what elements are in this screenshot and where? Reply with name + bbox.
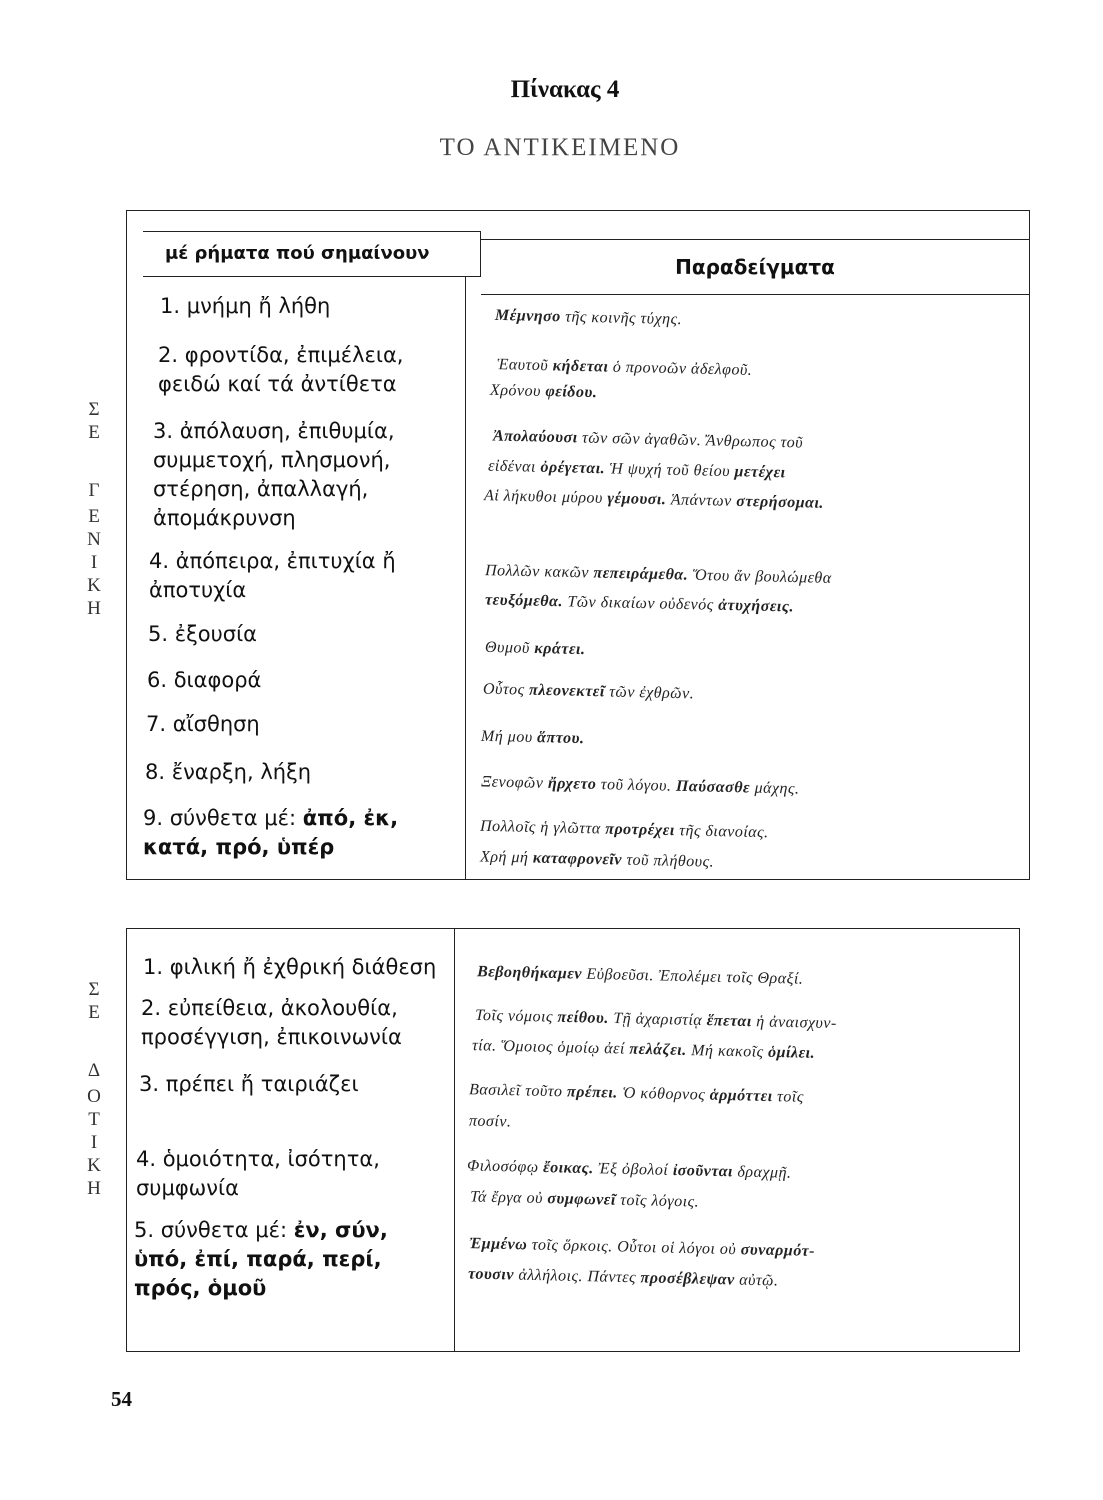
genitive-category-2: 2. φροντίδα, ἐπιμέλεια, φειδώ καί τά ἀντίθετα (158, 343, 404, 396)
dative-category-5: 5. σύνθετα μέ: ἐν, σύν, ὑπό, ἐπί, παρά, περί, πρός, ὁμοῦ (134, 1218, 388, 1300)
example-verb: φείδου. (545, 383, 598, 402)
example-text: ἡ ἀναισχυν- (751, 1013, 837, 1033)
example-text: τοῦ πλήθους. (621, 851, 715, 871)
example-verb: πεπειράμεθα. (593, 564, 689, 584)
example-text: Πολλοῖς ἡ γλῶττα (479, 817, 606, 838)
side-letter: Κ (87, 575, 101, 596)
example-verb: προσέβλεψαν (640, 1269, 735, 1289)
example-text: τοῖς Θραξί. (721, 968, 804, 988)
example-verb: τουσιν (467, 1265, 515, 1284)
example-text: τοῖς ὅρκοις. Οὗτοι οἱ λόγοι οὐ (527, 1236, 741, 1259)
example-verb: συμφωνεῖ (547, 1190, 616, 1209)
example-verb: ἤρχετο (547, 774, 597, 794)
example-text: τῆς κοινῆς τύχης. (560, 308, 683, 329)
example-text: τία. Ὅμοιος ὁμοίῳ ἀεί (471, 1037, 630, 1058)
example-verb: καταφρονεῖν (532, 849, 623, 869)
side-letter: Ι (90, 1132, 98, 1153)
example-verb: πρέπει. (566, 1083, 618, 1102)
example-text: ποσίν. (468, 1112, 512, 1131)
example-text: Τοῖς νόμοις (474, 1006, 558, 1026)
page-title: Πίνακας 4 (510, 76, 620, 103)
example-text: ὁ προνοῶν ἀδελφοῦ. (608, 358, 753, 379)
example-verb: γέμουσι. (607, 489, 667, 509)
example-text: μάχης. (749, 779, 800, 798)
example-verb: Μέμνησο (494, 306, 561, 326)
example-verb: πείθου. (557, 1008, 610, 1027)
genitive-category-3: 3. ἀπόλαυση, ἐπιθυμία, συμμετοχή, πλησμονή, στέρηση, ἀπαλλαγή, ἀπομάκρυνση (153, 419, 395, 530)
example-text: Ξενοφῶν (480, 773, 549, 792)
example-text: τῆς διανοίας. (674, 822, 769, 842)
side-letter: Ε (88, 1002, 100, 1023)
dative-category-2: 2. εὐπείθεια, ἀκολουθία, προσέγγιση, ἐπικοινωνία (141, 996, 402, 1049)
example-text: τοῖς (772, 1088, 805, 1106)
page-subtitle: ΤΟ ΑΝΤΙΚΕΙΜΕΝΟ (439, 134, 681, 161)
header-examples: Παραδείγματα (481, 239, 1029, 295)
side-letter: Σ (88, 979, 100, 1000)
example-text: Τῶν δικαίων οὐδενός (562, 593, 719, 614)
example-verb: πλεονεκτεῖ (528, 681, 605, 701)
genitive-example-line (481, 725, 585, 751)
example-text: αὐτῷ. (734, 1271, 779, 1290)
example-verb: ἰσοῦνται (672, 1161, 734, 1181)
example-verb: στερήσομαι. (736, 492, 825, 512)
example-text: Μή μου (480, 727, 538, 747)
example-text: Πολλῶν κακῶν (484, 562, 594, 582)
example-verb: κήδεται (552, 357, 609, 376)
example-verb: ἔοικας. (542, 1159, 594, 1178)
dative-category-4: 4. ὁμοιότητα, ἰσότητα, συμφωνία (136, 1147, 380, 1200)
example-text: Μή κακοῖς (686, 1041, 769, 1061)
example-verb: προτρέχει (604, 820, 675, 840)
example-text: τῶν ἐχθρῶν. (604, 683, 695, 703)
column-divider (465, 277, 466, 879)
side-letter: Η (87, 598, 101, 619)
example-text: Ἑαυτοῦ (496, 356, 553, 375)
example-text: τοῦ λόγου. (596, 776, 677, 795)
genitive-category-9: 9. σύνθετα μέ: ἀπό, ἐκ, κατά, πρό, ὑπέρ (143, 806, 399, 859)
example-verb: ἀτυχήσεις. (717, 596, 795, 616)
example-verb: ὁμίλει. (767, 1043, 816, 1062)
column-divider (454, 929, 455, 1351)
example-verb: πελάζει. (629, 1040, 687, 1059)
dative-category-3: 3. πρέπει ἤ ταιριάζει (139, 1072, 359, 1096)
example-verb: ἁρμόττει (709, 1086, 773, 1106)
side-letter: Γ (88, 480, 100, 501)
example-verb: ὀρέγεται. (540, 458, 606, 478)
example-verb: μετέχει (734, 463, 786, 482)
genitive-category-1: 1. μνήμη ἤ λήθη (160, 294, 331, 318)
genitive-side-label (80, 398, 108, 620)
side-letter: Δ (87, 1060, 101, 1081)
example-text: τῶν σῶν ἀγαθῶν. Ἄνθρωπος τοῦ (577, 429, 804, 452)
example-text: Ὁ κόθορνος (617, 1084, 710, 1104)
genitive-example-line (490, 379, 598, 405)
example-text: Ὅτου ἄν βουλώμεθα (688, 566, 832, 587)
side-letter: Ε (88, 422, 100, 443)
page-number: 54 (111, 1387, 132, 1411)
side-letter: Ο (87, 1086, 101, 1107)
side-letter: Ι (90, 552, 98, 573)
example-verb: Παύσασθε (675, 777, 751, 797)
genitive-category-5: 5. ἐξουσία (148, 622, 258, 646)
example-text: εἰδέναι (487, 457, 541, 476)
side-letter: Σ (88, 399, 100, 420)
dative-side-label (80, 978, 108, 1200)
header-verbs-meaning: μέ ρήματα πού σημαίνουν (143, 231, 481, 277)
example-text: Ἁπάντων (666, 491, 737, 510)
genitive-example-line (495, 304, 683, 332)
example-text: Ἐξ ὀβολοί (593, 1160, 673, 1179)
example-text: Φιλοσόφῳ (466, 1157, 544, 1177)
side-letter: Ν (87, 529, 101, 550)
dative-example-line (469, 1110, 512, 1135)
example-text: Χρόνου (489, 381, 546, 401)
dative-category-1: 1. φιλική ἤ ἐχθρική διάθεση (143, 955, 437, 979)
genitive-example-line (483, 678, 695, 707)
side-letter: Κ (87, 1155, 101, 1176)
side-letter: Η (87, 1178, 101, 1199)
genitive-example-line (485, 636, 586, 662)
example-verb: ἕπεται (706, 1012, 752, 1031)
example-text: ἀλλήλοις. Πάντες (513, 1266, 641, 1287)
example-verb: συναρμότ- (740, 1241, 816, 1260)
example-verb: κράτει. (534, 639, 586, 659)
example-verb: Ἐμμένω (468, 1235, 528, 1254)
genitive-category-8: 8. ἔναρξη, λήξη (145, 760, 312, 784)
genitive-category-4: 4. ἀπόπειρα, ἐπιτυχία ἤ ἀποτυχία (149, 549, 396, 602)
genitive-category-7: 7. αἴσθηση (146, 712, 260, 736)
example-verb: Ἀπολαύουσι (492, 427, 578, 447)
example-text: Τῇ ἀχαριστίᾳ (608, 1009, 707, 1030)
example-text: τοῖς λόγοις. (615, 1191, 700, 1211)
genitive-category-6: 6. διαφορά (147, 668, 262, 692)
example-text: Ἡ ψυχή τοῦ θείου (604, 460, 735, 481)
example-text: δραχμῇ. (732, 1163, 792, 1182)
example-text: Τά ἔργα οὐ (469, 1188, 548, 1208)
example-verb: τευξόμεθα. (484, 591, 564, 611)
example-verb: ἅπτου. (536, 729, 585, 748)
example-text: Βασιλεῖ τοῦτο (468, 1081, 568, 1101)
example-text: Θυμοῦ (484, 638, 535, 657)
side-letter: Τ (88, 1109, 100, 1130)
example-text: Χρή μή (479, 848, 534, 867)
example-text: Οὗτος (482, 680, 530, 699)
side-letter: Ε (88, 506, 100, 527)
example-text: Εὐβοεῦσι. Ἐπολέμει (581, 965, 723, 986)
example-verb: Βεβοηθήκαμεν (476, 963, 583, 983)
example-text: Αἱ λήκυθοι μύρου (483, 487, 608, 507)
